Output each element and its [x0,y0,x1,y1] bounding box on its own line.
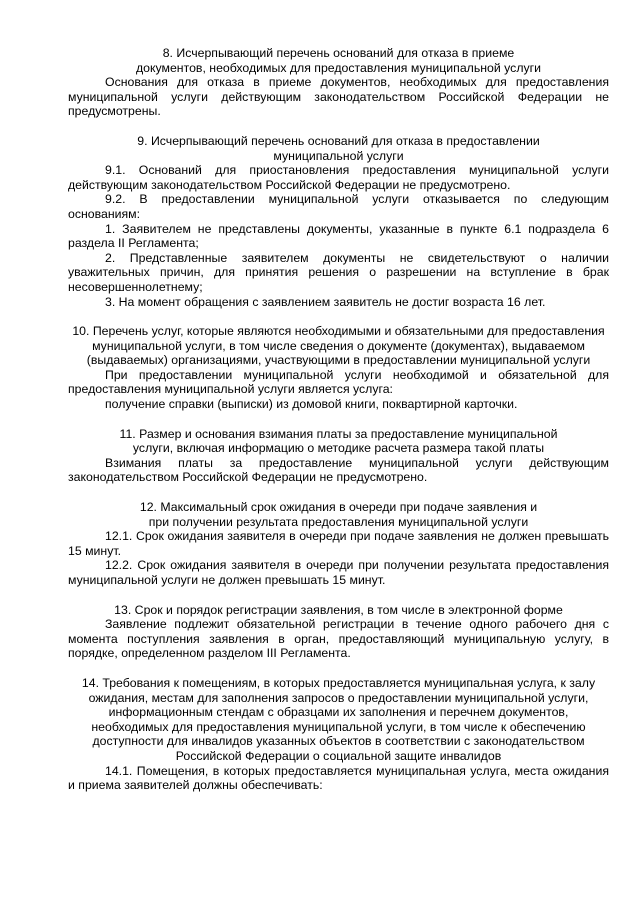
section-12-heading: 12. Максимальный срок ожидания в очереди при подаче заявления и при получении результата предоставления муниципальной услуги [139,500,538,529]
section-14-heading: 14. Требования к помещениям, в которых предоставляется муниципальная услуга, к залу ожидания, местам для заполнения запросов о предоставлении муниципальной услуги, информационным стендам с образцами их заполнения и перечнем документов, необходимых для предоставления муниципальной услуги, в том числе к обеспечению доступности для инвалидов указанных объектов в соответствии с законодательством Российской Федерации о социальной защите инвалидов [81,675,596,763]
section-14-paragraph-14-1: 14.1. Помещения, в которых предоставляется муниципальная услуга, места ожидания и приема заявителей должны обеспечивать: [68,763,609,793]
section-10-heading: 10. Перечень услуг, которые являются необходимыми и обязательными для предоставления муниципальной услуги, в том числе сведения о документе (документах), выдаваемом (выдаваемых) организациями, участвующими в предоставлении муниципальной услуги [72,324,605,368]
section-9-heading: 9. Исчерпывающий перечень оснований для отказа в предоставлении муниципальной услуги [137,133,540,163]
section-11-paragraph: Взимания платы за предоставление муниципальной услуги действующим законодательством Российской Федерации не предусмотрено. [68,455,609,485]
section-9-item-1: 1. Заявителем не представлены документы, указанные в пункте 6.1 подраздела 6 раздела II Регламента; [68,221,609,251]
section-8-paragraph: Основания для отказа в приеме документов, необходимых для предоставления муниципальной услуги действующим законодательством Российской Федерации не предусмотрены. [68,75,609,119]
section-10-paragraph-1: При предоставлении муниципальной услуги необходимой и обязательной для предоставления муниципальной услуги является услуга: [68,367,609,397]
section-12-paragraph-12-2: 12.2. Срок ожидания заявителя в очереди при получении результата предоставления муниципальной услуги не должен превышать 15 минут. [68,558,609,587]
section-12-paragraph-12-1: 12.1. Срок ожидания заявителя в очереди при подаче заявления не должен превышать 15 минут. [68,529,609,558]
section-8-heading: 8. Исчерпывающий перечень оснований для отказа в приеме документов, необходимых для предоставления муниципальной услуги [135,46,542,75]
section-13-paragraph: Заявление подлежит обязательной регистрации в течение одного рабочего дня с момента поступления заявления в орган, предоставляющий муниципальную услугу, в порядке, определенном разделом III Регламента. [68,617,609,661]
section-13-heading: 13. Срок и порядок регистрации заявления, в том числе в электронной форме [114,602,563,617]
section-11-heading: 11. Размер и основания взимания платы за предоставление муниципальной услуги, включая информацию о методике расчета размера такой платы [119,426,558,456]
document-body [68,46,609,793]
section-9-item-2: 2. Представленные заявителем документы не свидетельствуют о наличии уважительных причин, для принятия решения о разрешении на вступление в брак несовершеннолетнему; [68,250,609,294]
section-9-item-3: 3. На момент обращения с заявлением заявитель не достиг возраста 16 лет. [105,294,546,309]
section-10-paragraph-2: получение справки (выписки) из домовой книги, поквартирной карточки. [105,397,518,412]
section-9-paragraph-9-2: 9.2. В предоставлении муниципальной услуги отказывается по следующим основаниям: [68,192,609,221]
section-9-paragraph-9-1: 9.1. Оснований для приостановления предоставления муниципальной услуги действующим законодательством Российской Федерации не предусмотрено. [68,163,609,192]
